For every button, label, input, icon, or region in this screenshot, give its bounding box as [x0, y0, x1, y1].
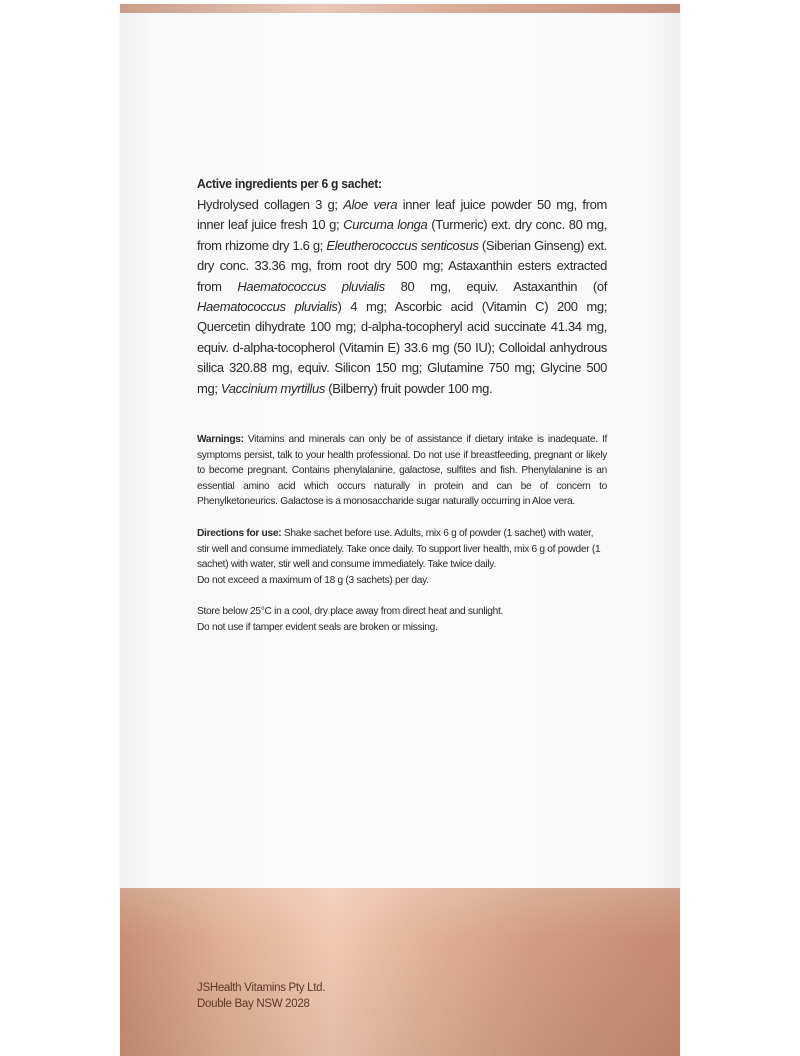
storage-section [197, 604, 607, 635]
top-copper-strip [120, 4, 680, 13]
directions-section [197, 526, 607, 588]
package-panel [120, 4, 680, 1056]
company-address: Double Bay NSW 2028 [197, 998, 310, 1010]
company-name: JSHealth Vitamins Pty Ltd. [197, 982, 326, 994]
active-ingredients-heading: Active ingredients per 6 g sachet: [197, 176, 382, 191]
storage-line-1: Store below 25°C in a cool, dry place away from direct heat and sunlight. [197, 606, 504, 618]
company-block [197, 980, 325, 1012]
copper-foil-band [120, 888, 680, 1056]
warnings-label: Warnings: [197, 434, 244, 446]
directions-max: Do not exceed a maximum of 18 g (3 sachets) per day. [197, 574, 429, 586]
storage-line-2: Do not use if tamper evident seals are broken or missing. [197, 622, 438, 633]
directions-text: Shake sachet before use. Adults, mix 6 g of powder (1 sachet) with water, stir well and consume immediately. Take once daily. To support liver health, mix 6 g of powder (1 sachet) with water, stir well and consume immediately. Take twice daily. [197, 528, 601, 571]
warnings-section [197, 432, 607, 510]
warnings-text: Vitamins and minerals can only be of assistance if dietary intake is inadequate. If symptoms persist, talk to your health professional. Do not use if breastfeeding, pregnant or likely to become pregnant. Contains phenylalanine, galactose, sulfites and fish. Phenylalanine is an essential amino acid which occurs naturally in protein and can be of concern to Phenylketoneurics. Galactose is a monosaccharide sugar naturally occurring in Aloe vera. [197, 434, 607, 508]
directions-label: Directions for use: [197, 528, 282, 540]
active-ingredients-text: Hydrolysed collagen 3 g; Aloe vera inner leaf juice powder 50 mg, from inner leaf juice fresh 10 g; Curcuma longa (Turmeric) ext. dry conc. 80 mg, from rhizome dry 1.6 g; Eleutherococcus senticosus (Siberian Ginseng) ext. dry conc. 33.36 mg, from root dry 500 mg; Astaxanthin esters extracted from Haematococcus pluvialis 80 mg, equiv. Astaxanthin (of Haematococcus pluvialis) 4 mg; Ascorbic acid (Vitamin C) 200 mg; Quercetin dihydrate 100 mg; d-alpha-tocopheryl acid succinate 41.34 mg, equiv. d-alpha-tocopherol (Vitamin E) 33.6 mg (50 IU); Colloidal anhydrous silica 320.88 mg, equiv. Silicon 150 mg; Glutamine 750 mg; Glycine 500 mg; Vaccinium myrtillus (Bilberry) fruit powder 100 mg. [197, 197, 608, 396]
label-content [197, 176, 607, 636]
